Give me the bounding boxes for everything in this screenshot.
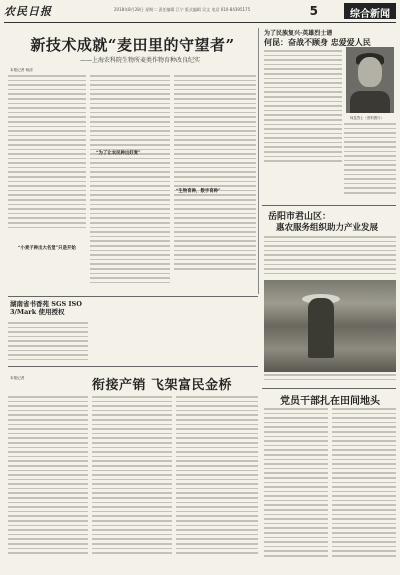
lead-column-2 xyxy=(90,75,170,305)
lead-headline: 新技术成就“麦田里的守望者” xyxy=(30,36,235,54)
lead-subhead-2: “生物育种，数字育种” xyxy=(176,189,221,194)
market-column-2 xyxy=(92,396,172,572)
section-rule xyxy=(8,296,258,297)
bank-brief-headline: 湖南省书香苑 SGS ISO 3/Mark 使用授权 xyxy=(10,300,82,316)
profile-body-2 xyxy=(344,123,396,203)
party-headline: 党员干部扎在田间地头 xyxy=(280,396,380,407)
market-column-1 xyxy=(8,396,88,572)
party-column-1 xyxy=(264,408,328,572)
lead-subhead-3: “为了让农民种出好麦” xyxy=(96,151,141,156)
section-title: 综合新闻 xyxy=(344,3,396,19)
profile-banner: 为了民族复兴·英雄烈士谱 xyxy=(264,30,333,37)
field-photo xyxy=(264,280,396,372)
party-column-2 xyxy=(332,408,396,572)
county-subhead: 惠农服务组织助力产业发展 xyxy=(276,223,379,233)
bank-brief-body xyxy=(8,322,88,362)
profile-body xyxy=(264,50,342,170)
lead-column-3 xyxy=(174,75,256,293)
lead-column-1 xyxy=(8,75,86,245)
profile-headline: 何昆：奋战不顾身 忠爱爱人民 xyxy=(264,37,371,47)
county-body-2 xyxy=(264,374,396,384)
section-rule xyxy=(262,205,396,206)
masthead-info: 2018年8月28日 星期二 责任编辑 江宁 版式编辑 吴文 电话 010-84395175 xyxy=(114,7,251,12)
section-rule xyxy=(8,366,258,367)
county-body xyxy=(264,236,396,278)
lead-byline: 本报记者 杨清 xyxy=(10,68,33,72)
lead-subhead-1: “小麦子种出大名堂”只是开始 xyxy=(18,246,76,251)
market-headline: 衔接产销 飞架富民金桥 xyxy=(92,378,233,393)
section-rule xyxy=(262,388,396,389)
market-byline: 本报记者 xyxy=(10,376,25,380)
lead-subhead: ——上海农科院生物所麦类作物育种改良纪实 xyxy=(79,57,200,64)
portrait-photo xyxy=(346,47,394,113)
masthead xyxy=(4,3,396,23)
page-number: 5 xyxy=(309,4,318,18)
column-rule xyxy=(258,28,259,294)
market-column-3 xyxy=(176,396,258,572)
county-headline: 岳阳市君山区： xyxy=(268,212,332,222)
portrait-caption: 何昆烈士（资料图片） xyxy=(350,116,384,120)
newspaper-logo: 农民日报 xyxy=(4,5,52,18)
